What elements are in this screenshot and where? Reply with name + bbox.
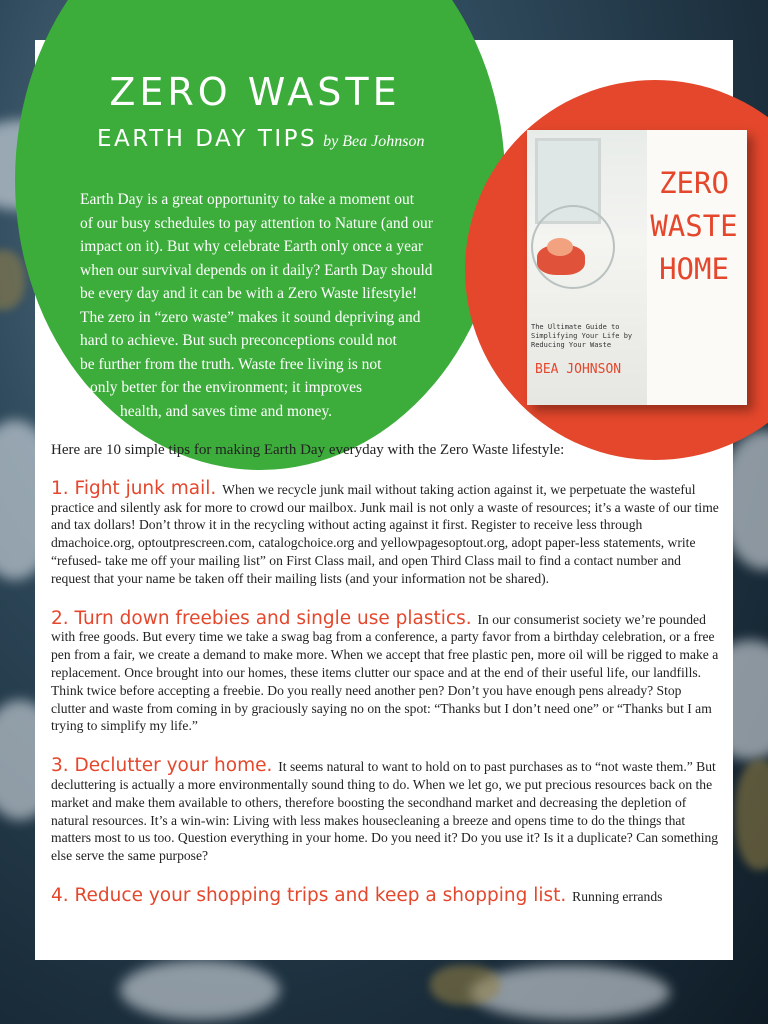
book-tagline: The Ultimate Guide to Simplifying Your Life by Reducing Your Waste xyxy=(531,323,633,349)
book-cover-image xyxy=(527,130,747,405)
book-title: ZERO WASTE HOME xyxy=(650,166,738,286)
intro-line: impact on it). But why celebrate Earth only once a year xyxy=(80,238,424,255)
tip-item xyxy=(51,477,719,588)
tip-item xyxy=(51,607,719,736)
intro-line: health, and saves time and money. xyxy=(120,402,333,420)
article-page xyxy=(35,40,738,960)
page-subtitle xyxy=(97,126,424,152)
tip-body: Running errands xyxy=(572,888,663,904)
page-title: ZERO WASTE xyxy=(109,70,401,114)
tip-body: In our consumerist society we’re pounded with free goods. But every time we take a swag bag from a conference, a party favor from a birthday celebration, or a free pen from a fair, we create a demand to make more. When we accept that free plastic pen, more oil will be rigged to make a replacement. Once brought into our homes, these items clutter our space and at the end of their useful life, our landfills. Think twice before accepting a freebie. Do you really need another pen? Don’t you have enough pens already? Stop clutter and waste from coming in by graciously saying no on the spot: “Thanks but I don’t need one” or “Thanks but I am trying to simplify my life.” xyxy=(51,611,719,734)
tip-heading: 2. Turn down freebies and single use plastics. xyxy=(51,607,478,629)
intro-paragraph xyxy=(80,188,490,423)
book-author: BEA JOHNSON xyxy=(535,362,622,377)
lead-text: Here are 10 simple tips for making Earth Day everyday with the Zero Waste lifestyle: xyxy=(51,442,565,458)
intro-line: be further from the truth. Waste free living is not xyxy=(80,355,382,373)
intro-line: hard to achieve. But such preconceptions could not xyxy=(80,332,397,349)
byline: by Bea Johnson xyxy=(323,133,425,150)
intro-line: when our survival depends on it daily? Earth Day should xyxy=(80,261,433,279)
article-body xyxy=(51,442,719,928)
tip-item xyxy=(51,757,719,865)
tip-item xyxy=(51,884,719,906)
intro-line: only better for the environment; it improves xyxy=(90,379,363,396)
tip-body: When we recycle junk mail without taking action against it, we perpetuate the wasteful practice and silently ask for more to crowd our mailbox. Junk mail is not only a waste of resources; it’s a waste of our time and tax dollars! Don’t throw it in the recycling without acting against it first. Register to receive less through dmachoice.org, optoutprescreen.com, catalogchoice.org and yellowpagesoptout.org, adopt paper-less statements, write “refused- take me off your mailing list” on First Class mail, and open Third Class mail to find a contact number and request that your name be taken off their mailing lists (and your information not be shared). xyxy=(51,481,719,586)
intro-line: of our busy schedules to pay attention to Nature (and our xyxy=(80,214,433,232)
tip-heading: 1. Fight junk mail. xyxy=(51,477,223,499)
intro-line: The zero in “zero waste” makes it sound depriving and xyxy=(80,308,421,326)
subtitle-text: EARTH DAY TIPS xyxy=(97,126,318,152)
tip-heading: 3. Declutter your home. xyxy=(51,755,279,777)
intro-line: be every day and it can be with a Zero Waste lifestyle! xyxy=(80,285,418,302)
tip-heading: 4. Reduce your shopping trips and keep a shopping list. xyxy=(51,884,573,906)
tip-body: It seems natural to want to hold on to past purchases as to “not waste them.” But decluttering is actually a more environmentally sound thing to do. When we let go, we put precious resources back on the market and make them available to others, therefore boosting the secondhand market and decreasing the depletion of natural resources. It’s a win-win: Living with less makes housecleaning a breeze and opens time to do the things that matters most to us too. Question everything in your home. Do you need it? Do you use it? Is it a duplicate? Can something else serve the same purpose? xyxy=(51,759,719,864)
intro-line: Earth Day is a great opportunity to take a moment out xyxy=(80,191,415,208)
